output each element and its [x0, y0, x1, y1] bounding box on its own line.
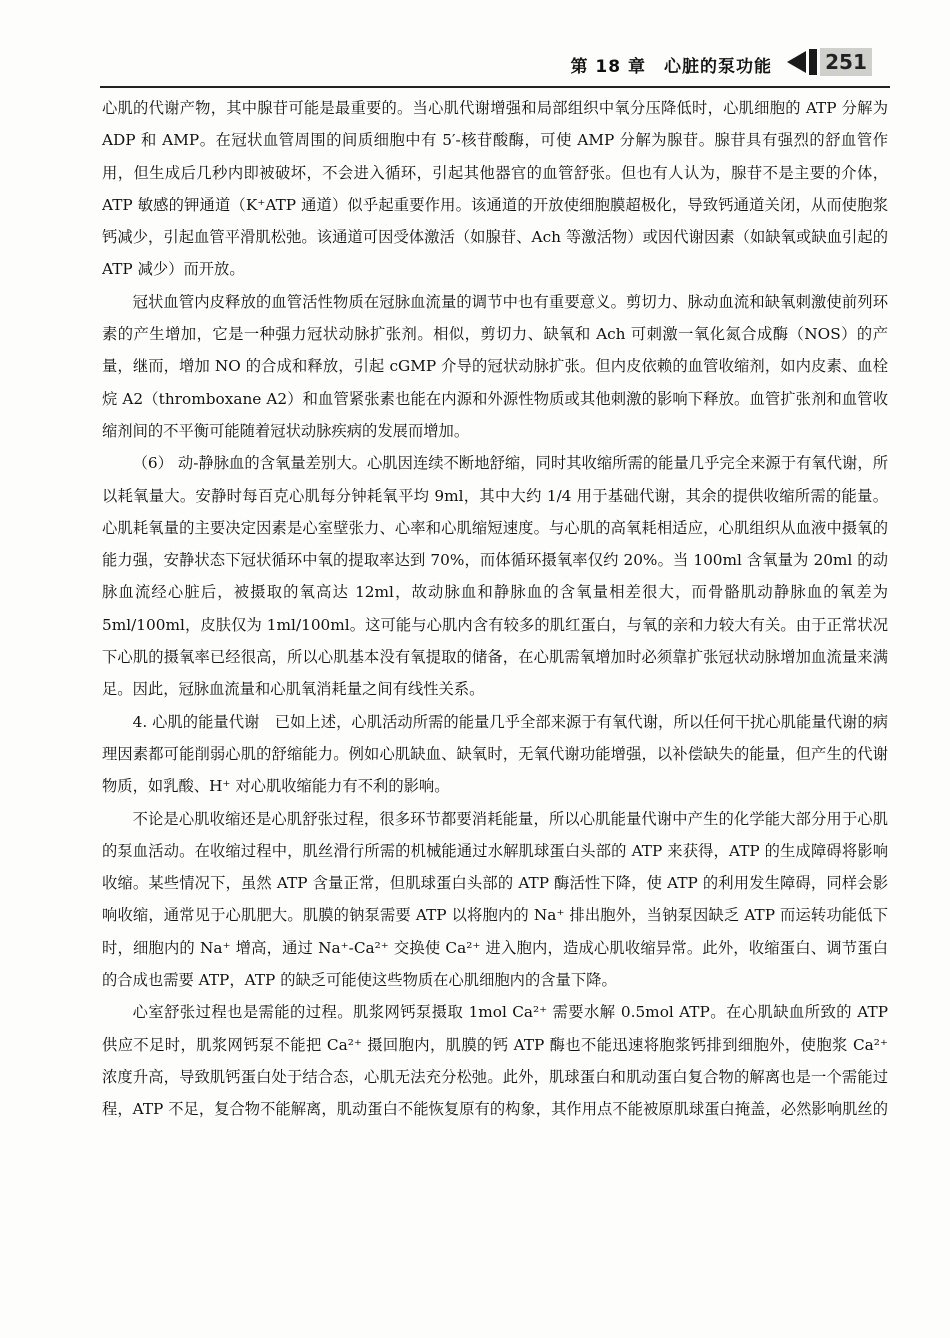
bar-icon [809, 49, 817, 75]
paragraph: 不论是心肌收缩还是心肌舒张过程，很多环节都要消耗能量，所以心肌能量代谢中产生的化学能大部分用于心肌的泵血活动。在收缩过程中，肌丝滑行所需的机械能通过水解肌球蛋白头部的 ATP 来获得，ATP 的生成障碍将影响收缩。某些情况下，虽然 ATP 含量正常，但肌球蛋白头部的 ATP 酶活性下降，使 ATP 的利用发生障碍，同样会影响收缩，通常见于心肌肥大。肌膜的钠泵需要 ATP 以将胞内的 Na⁺ 排出胞外，当钠泵因缺乏 ATP 而运转功能低下时，细胞内的 Na⁺ 增高，通过 Na⁺-Ca²⁺ 交换使 Ca²⁺ 进入胞内，造成心肌收缩异常。此外，收缩蛋白、调节蛋白的合成也需要 ATP，ATP 的缺乏可能使这些物质在心肌细胞内的含量下降。 [102, 809, 888, 990]
page-number: 251 [820, 48, 872, 76]
arrow-left-icon [787, 51, 806, 73]
paragraph: 心肌的代谢产物，其中腺苷可能是最重要的。当心肌代谢增强和局部组织中氧分压降低时，心肌细胞的 ATP 分解为 ADP 和 AMP。在冠状血管周围的间质细胞中有 5′-核苷酸酶，可使 AMP 分解为腺苷。腺苷具有强烈的舒血管作用，但生成后几秒内即被破坏，不会进入循环，引起其他器官的血管舒张。但也有人认为，腺苷不是主要的介体，ATP 敏感的钾通道（K⁺ATP 通道）似乎起重要作用。该通道的开放使细胞膜超极化，导致钙通道关闭，从而使胞浆钙减少，引起血管平滑肌松弛。该通道可因受体激活（如腺苷、Ach 等激活物）或因代谢因素（如缺氧或缺血引起的 ATP 减少）而开放。 [102, 99, 888, 279]
body-text [102, 92, 888, 1126]
paragraph: 冠状血管内皮释放的血管活性物质在冠脉血流量的调节中也有重要意义。剪切力、脉动血流和缺氧刺激使前列环素的产生增加，它是一种强力冠状动脉扩张剂。相似，剪切力、缺氧和 Ach 可刺激一氧化氮合成酶（NOS）的产量，继而，增加 NO 的合成和释放，引起 cGMP 介导的冠状动脉扩张。但内皮依赖的血管收缩剂，如内皮素、血栓烷 A2（thromboxane A2）和血管紧张素也能在内源和外源性物质或其他刺激的影响下释放。血管扩张剂和血管收缩剂间的不平衡可能随着冠状动脉疾病的发展而增加。 [102, 292, 888, 440]
paragraph: 心室舒张过程也是需能的过程。肌浆网钙泵摄取 1mol Ca²⁺ 需要水解 0.5mol ATP。在心肌缺血所致的 ATP 供应不足时，肌浆网钙泵不能把 Ca²⁺ 摄回胞内，肌膜的钙 ATP 酶也不能迅速将胞浆钙排到细胞外，使胞浆 Ca²⁺ 浓度升高，导致肌钙蛋白处于结合态，心肌无法充分松弛。此外，肌球蛋白和肌动蛋白复合物的解离也是一个需能过程，ATP 不足，复合物不能解离，肌动蛋白不能恢复原有的构象，其作用点不能被原肌球蛋白掩盖，必然影响肌丝的 [102, 1003, 888, 1119]
paragraph: （6） 动-静脉血的含氧量差别大。心肌因连续不断地舒缩，同时其收缩所需的能量几乎完全来源于有氧代谢，所以耗氧量大。安静时每百克心肌每分钟耗氧平均 9ml，其中大约 1/4 用于基础代谢，其余的提供收缩所需的能量。心肌耗氧量的主要决定因素是心室壁张力、心率和心肌缩短速度。与心肌的高氧耗相适应，心肌组织从血液中摄氧的能力强，安静状态下冠状循环中氧的提取率达到 70%，而体循环摄氧率仅约 20%。当 100ml 含氧量为 20ml 的动脉血流经心脏后，被摄取的氧高达 12ml，故动脉血和静脉血的含氧量相差很大，而骨骼肌动静脉血的氧差为 5ml/100ml，皮肤仅为 1ml/100ml。这可能与心肌内含有较多的肌红蛋白，与氧的亲和力较大有关。由于正常状况下心肌的摄氧率已经很高，所以心肌基本没有氧提取的储备，在心肌需氧增加时必须靠扩张冠状动脉增加血流量来满足。因此，冠脉血流量和心肌氧消耗量之间有线性关系。 [102, 454, 888, 699]
paragraph: 4. 心肌的能量代谢 已如上述，心肌活动所需的能量几乎全部来源于有氧代谢，所以任何干扰心肌能量代谢的病理因素都可能削弱心肌的舒缩能力。例如心肌缺血、缺氧时，无氧代谢功能增强，以补偿缺失的能量，但产生的代谢物质，如乳酸、H⁺ 对心肌收缩能力有不利的影响。 [102, 712, 888, 796]
running-header [0, 44, 950, 84]
header-rule [100, 86, 890, 88]
chapter-title: 第 18 章 心脏的泵功能 [570, 57, 772, 77]
